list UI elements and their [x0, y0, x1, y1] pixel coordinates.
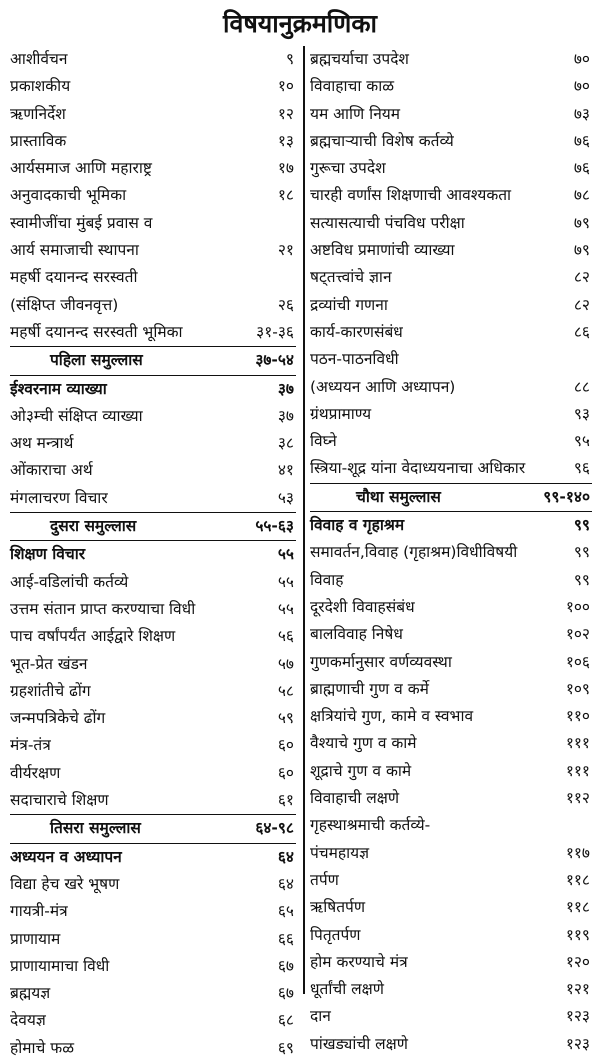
toc-entry-page: ३७-५४ — [255, 351, 294, 370]
toc-entry-page: ७६ — [573, 159, 590, 178]
toc-entry — [10, 926, 296, 953]
toc-entry-title: ग्रंथप्रामाण्य — [310, 404, 372, 423]
toc-entry-title: द्रव्यांची गणना — [310, 295, 388, 314]
toc-entry — [310, 73, 592, 100]
toc-entry-page: ५८ — [277, 681, 294, 700]
toc-entry-page: ८८ — [573, 377, 590, 396]
toc-entry-page: ९३ — [573, 404, 590, 423]
toc-entry — [310, 922, 592, 949]
toc-entry — [310, 1003, 592, 1030]
toc-entry-page: ३७ — [277, 379, 294, 398]
toc-entry — [310, 867, 592, 894]
toc-entry-page: १११ — [565, 734, 590, 753]
toc-entry-page: ३८ — [277, 434, 294, 453]
toc-entry — [310, 676, 592, 703]
toc-entry-page: ५५-६३ — [255, 517, 294, 536]
toc-entry — [10, 182, 296, 209]
toc-entry-page: १७ — [277, 159, 294, 178]
toc-entry — [310, 976, 592, 1003]
toc-entry-title: तिसरा समुल्लास — [50, 819, 141, 838]
toc-entry-page: ७६ — [573, 131, 590, 150]
toc-entry-title: ऋषितर्पण — [310, 898, 366, 917]
toc-entry-title: पाच वर्षांपर्यंत आईद्वारे शिक्षण — [10, 627, 176, 646]
toc-entry — [10, 101, 296, 128]
toc-section-row — [10, 346, 296, 375]
toc-entry-title: सदाचाराचे शिक्षण — [10, 791, 109, 810]
toc-entry-title: अध्ययन व अध्यापन — [10, 847, 122, 866]
toc-entry-page: ८२ — [573, 268, 590, 287]
toc-entry-page: ९५ — [573, 432, 590, 451]
toc-entry-title: ओ३म्ची संक्षिप्त व्याख्या — [10, 406, 143, 425]
toc-entry-page: ७९ — [573, 213, 590, 232]
toc-entry — [310, 539, 592, 566]
toc-entry-page: ९९ — [573, 516, 590, 535]
toc-entry — [310, 894, 592, 921]
toc-entry — [310, 949, 592, 976]
toc-entry-title: बालविवाह निषेध — [310, 625, 403, 644]
toc-entry — [310, 401, 592, 428]
toc-entry-title: अथ मन्त्रार्थ — [10, 434, 74, 453]
toc-entry-title: (अध्ययन आणि अध्यापन) — [310, 377, 456, 396]
toc-entry-title: प्राणायामाचा विधी — [10, 956, 110, 975]
toc-entry-page: ९९ — [573, 570, 590, 589]
toc-entry-title: विद्या हेच खरे भूषण — [10, 874, 120, 893]
toc-entry-page: ६९ — [277, 1038, 294, 1057]
toc-entry — [10, 705, 296, 732]
toc-entry-page: ६० — [277, 763, 294, 782]
toc-entry — [310, 1031, 592, 1058]
toc-entry-title: चौथा समुल्लास — [356, 487, 441, 506]
toc-entry-page: १२१ — [565, 980, 590, 999]
toc-entry — [10, 210, 296, 237]
toc-entry — [310, 182, 592, 209]
toc-entry — [310, 374, 592, 401]
toc-entry — [310, 812, 592, 839]
toc-entry-page: ६८ — [277, 1011, 294, 1030]
toc-entry — [10, 73, 296, 100]
page-title: विषयानुक्रमणिका — [222, 9, 378, 38]
toc-entry-title: समावर्तन,विवाह (गृहाश्रम)विधीविषयी — [310, 543, 518, 562]
toc-entry-title: देवयज्ञ — [10, 1011, 46, 1030]
toc-entry-title: आर्यसमाज आणि महाराष्ट्र — [10, 159, 152, 178]
toc-entry — [10, 651, 296, 678]
toc-entry — [310, 455, 592, 482]
toc-entry-page: ५५ — [277, 599, 294, 618]
toc-entry — [310, 649, 592, 676]
toc-entry-page: ६७ — [277, 956, 294, 975]
toc-entry — [310, 237, 592, 264]
toc-entry-page: ६१ — [277, 791, 294, 810]
toc-entry — [10, 541, 296, 568]
toc-entry — [310, 101, 592, 128]
toc-entry — [10, 403, 296, 430]
toc-entry — [10, 844, 296, 871]
toc-entry-title: ओंकाराचा अर्थ — [10, 461, 93, 480]
toc-entry-title: विघ्ने — [310, 432, 337, 451]
toc-entry — [10, 569, 296, 596]
toc-entry — [310, 840, 592, 867]
toc-entry-title: प्रास्ताविक — [10, 131, 67, 150]
toc-entry-title: ब्रह्मचाऱ्याची विशेष कर्तव्ये — [310, 131, 454, 150]
toc-entry-page: ११८ — [565, 898, 590, 917]
toc-entry-title: महर्षी दयानन्द सरस्वती भूमिका — [10, 322, 183, 341]
toc-entry — [10, 732, 296, 759]
toc-entry-title: पहिला समुल्लास — [50, 351, 143, 370]
toc-entry-title: शिक्षण विचार — [10, 545, 86, 564]
toc-entry-page: २६ — [277, 295, 294, 314]
toc-entry-page: ६४ — [277, 874, 294, 893]
toc-entry-title: पंचमहायज्ञ — [310, 843, 370, 862]
toc-entry-title: होमाचे फळ — [10, 1038, 75, 1057]
toc-entry — [10, 1007, 296, 1034]
toc-entry-page: ११० — [565, 707, 590, 726]
toc-entry-title: आर्य समाजाची स्थापना — [10, 241, 139, 260]
toc-entry-title: ब्राह्मणाची गुण व कर्मे — [310, 679, 429, 698]
toc-entry-title: विवाह — [310, 570, 344, 589]
toc-entry-page: ५६ — [277, 627, 294, 646]
toc-entry-title: ऋणनिर्देश — [10, 104, 66, 123]
toc-entry-page: ५७ — [277, 654, 294, 673]
toc-entry-page: १०६ — [565, 652, 590, 671]
toc-entry-title: (संक्षिप्त जीवनवृत्त) — [10, 295, 119, 314]
toc-entry-title: ब्रह्मयज्ञ — [10, 984, 51, 1003]
toc-entry-title: प्राणायाम — [10, 929, 61, 948]
toc-entry-page: ५५ — [277, 572, 294, 591]
toc-entry — [10, 46, 296, 73]
toc-entry-page: ९६ — [573, 459, 590, 478]
toc-entry-page: १०२ — [565, 625, 590, 644]
toc-entry-title: विवाह व गृहाश्रम — [310, 516, 405, 535]
toc-entry-title: वीर्यरक्षण — [10, 763, 61, 782]
toc-entry — [310, 758, 592, 785]
toc-entry-title: षट्तत्त्वांचे ज्ञान — [310, 268, 392, 287]
toc-entry-page: ४१ — [277, 461, 294, 480]
toc-entry — [10, 1035, 296, 1062]
toc-entry-title: विवाहाचा काळ — [310, 77, 394, 96]
toc-entry-page: ११९ — [565, 925, 590, 944]
toc-entry — [10, 980, 296, 1007]
toc-entry — [10, 678, 296, 705]
toc-entry-page: ९९ — [573, 543, 590, 562]
toc-entry-page: ६५ — [277, 902, 294, 921]
toc-entry-title: अनुवादकाची भूमिका — [10, 186, 127, 205]
toc-entry-page: ६७ — [277, 984, 294, 1003]
toc-entry-page: १० — [277, 77, 294, 96]
toc-entry-title: गुरूचा उपदेश — [310, 159, 386, 178]
toc-entry-page: ५९ — [277, 709, 294, 728]
toc-entry-page: ७० — [573, 50, 590, 68]
toc-entry-title: शूद्राचे गुण व कामे — [310, 761, 412, 780]
toc-entry-title: पांखड्यांची लक्षणे — [310, 1034, 408, 1053]
toc-entry-title: पठन-पाठनविधी — [310, 350, 399, 369]
toc-entry-page: ५३ — [277, 488, 294, 507]
toc-section-row — [310, 483, 592, 512]
toc-entry — [310, 594, 592, 621]
toc-entry-title: जन्मपत्रिकेचे ढोंग — [10, 709, 106, 728]
toc-entry — [10, 953, 296, 980]
toc-entry — [310, 319, 592, 346]
toc-entry — [10, 430, 296, 457]
toc-entry-page: ३७ — [277, 406, 294, 425]
toc-section-row — [10, 512, 296, 541]
toc-entry-title: भूत-प्रेत खंडन — [10, 654, 88, 673]
toc-entry — [310, 46, 592, 73]
toc-entry-page: ७० — [573, 77, 590, 96]
toc-entry — [310, 730, 592, 757]
toc-entry — [10, 898, 296, 925]
toc-entry — [10, 376, 296, 403]
toc-entry-title: चारही वर्णांस शिक्षणाची आवश्यकता — [310, 186, 512, 205]
toc-entry — [10, 155, 296, 182]
toc-entry-title: तर्पण — [310, 870, 339, 889]
toc-entry-page: ८६ — [573, 322, 590, 341]
toc-entry-title: दान — [310, 1007, 331, 1026]
toc-entry-title: प्रकाशकीय — [10, 77, 71, 96]
toc-entry — [10, 457, 296, 484]
toc-entry-title: यम आणि नियम — [310, 104, 401, 123]
toc-entry — [310, 621, 592, 648]
toc-entry-title: स्वामीजींचा मुंबई प्रवास व — [10, 213, 153, 232]
toc-entry-page: १२ — [277, 104, 294, 123]
toc-entry-title: पितृतर्पण — [310, 925, 361, 944]
toc-entry-title: धूर्तांची लक्षणे — [310, 980, 384, 999]
toc-entry — [310, 155, 592, 182]
toc-entry-title: ग्रहशांतीचे ढोंग — [10, 681, 91, 700]
toc-entry-title: दुसरा समुल्लास — [50, 517, 137, 536]
toc-entry — [310, 264, 592, 291]
toc-entry-page: १०० — [565, 597, 590, 616]
toc-entry-title: ब्रह्मचर्याचा उपदेश — [310, 50, 409, 68]
toc-right-column — [310, 46, 592, 1058]
toc-entry-page: ८२ — [573, 295, 590, 314]
toc-entry — [10, 787, 296, 814]
toc-entry — [310, 512, 592, 539]
toc-entry-page: ५५ — [277, 545, 294, 564]
toc-entry — [10, 596, 296, 623]
toc-entry-page: ११८ — [565, 870, 590, 889]
toc-entry-title: वैश्याचे गुण व कामे — [310, 734, 417, 753]
toc-entry — [10, 623, 296, 650]
toc-entry-page: ९९-१४० — [543, 487, 590, 506]
toc-entry-title: कार्य-कारणसंबंध — [310, 322, 403, 341]
toc-entry-title: मंगलाचरण विचार — [10, 488, 108, 507]
toc-entry-page: १२३ — [565, 1034, 590, 1053]
toc-entry-title: गुणकर्मानुसार वर्णव्यवस्था — [310, 652, 452, 671]
toc-entry-page: २१ — [277, 241, 294, 260]
toc-entry — [310, 428, 592, 455]
toc-entry — [310, 292, 592, 319]
toc-left-column — [10, 46, 296, 1062]
toc-entry-title: मंत्र-तंत्र — [10, 736, 51, 755]
toc-section-row — [10, 814, 296, 843]
toc-entry — [10, 485, 296, 512]
toc-entry — [310, 703, 592, 730]
toc-entry-page: ३१-३६ — [256, 322, 294, 341]
toc-entry — [310, 346, 592, 373]
toc-entry-page: ६६ — [277, 929, 294, 948]
toc-entry-title: सत्यासत्याची पंचविध परीक्षा — [310, 213, 465, 232]
toc-entry-title: अष्टविध प्रमाणांची व्याख्या — [310, 241, 455, 260]
toc-entry-title: दूरदेशी विवाहसंबंध — [310, 597, 415, 616]
toc-entry-page: १२३ — [565, 1007, 590, 1026]
toc-entry-page: ६४-९८ — [255, 819, 294, 838]
toc-entry-title: गृहस्थाश्रमाची कर्तव्ये- — [310, 816, 431, 835]
toc-entry-page: ११२ — [565, 789, 590, 808]
toc-entry-title: आई-वडिलांची कर्तव्ये — [10, 572, 129, 591]
toc-entry — [10, 760, 296, 787]
toc-entry — [310, 785, 592, 812]
toc-entry-title: आशीर्वचन — [10, 50, 68, 68]
toc-entry — [10, 264, 296, 291]
toc-entry-title: उत्तम संतान प्राप्त करण्याचा विधी — [10, 599, 196, 618]
toc-entry-page: १०९ — [565, 679, 590, 698]
toc-entry-page: ६० — [277, 736, 294, 755]
toc-entry — [10, 292, 296, 319]
toc-entry-title: क्षत्रियांचे गुण, कामे व स्वभाव — [310, 707, 474, 726]
toc-entry-page: १८ — [277, 186, 294, 205]
toc-entry-title: होम करण्याचे मंत्र — [310, 952, 408, 971]
toc-entry-page: १११ — [565, 761, 590, 780]
toc-entry-title: गायत्री-मंत्र — [10, 902, 68, 921]
toc-entry — [10, 128, 296, 155]
toc-entry-title: स्त्रिया-शूद्र यांना वेदाध्ययनाचा अधिकार — [310, 459, 526, 478]
toc-entry-title: ईश्वरनाम व्याख्या — [10, 379, 107, 398]
toc-entry-title: महर्षी दयानन्द सरस्वती — [10, 268, 138, 287]
toc-entry — [310, 210, 592, 237]
toc-entry-page: ९ — [285, 50, 294, 68]
toc-entry — [10, 319, 296, 346]
toc-entry-page: ७८ — [573, 186, 590, 205]
toc-entry — [310, 128, 592, 155]
toc-entry-page: १२० — [565, 952, 590, 971]
toc-entry — [10, 871, 296, 898]
column-divider — [303, 46, 305, 994]
toc-entry-page: ७९ — [573, 241, 590, 260]
toc-entry — [310, 567, 592, 594]
toc-entry-page: ११७ — [565, 843, 590, 862]
toc-entry-page: ६४ — [277, 847, 294, 866]
toc-entry-page: १३ — [277, 131, 294, 150]
toc-entry-title: विवाहाची लक्षणे — [310, 789, 400, 808]
toc-entry — [10, 237, 296, 264]
toc-entry-page: ७३ — [573, 104, 590, 123]
